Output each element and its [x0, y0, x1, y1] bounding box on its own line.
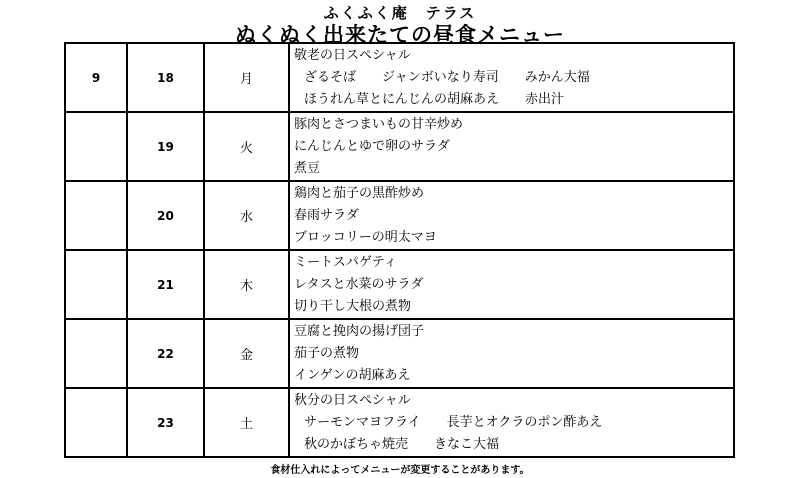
- menu-line: 敬老の日スペシャル: [294, 47, 411, 63]
- menu-cell: [289, 250, 734, 319]
- menu-cell: [289, 388, 734, 457]
- month-cell: [65, 388, 127, 457]
- menu-line: にんじんとゆで卵のサラダ: [294, 138, 450, 154]
- menu-cell: [289, 181, 734, 250]
- menu-row-23: [65, 388, 734, 457]
- weekday-cell: 木: [204, 250, 289, 319]
- day-cell: 23: [127, 388, 204, 457]
- menu-line: 茄子の煮物: [294, 345, 360, 361]
- month-cell: [65, 250, 127, 319]
- weekday-cell: 土: [204, 388, 289, 457]
- menu-cell: [289, 43, 734, 112]
- day-cell: 22: [127, 319, 204, 388]
- weekday-cell: 火: [204, 112, 289, 181]
- month-cell: [65, 181, 127, 250]
- menu-line: 豚肉とさつまいもの甘辛炒め: [294, 116, 464, 132]
- menu-line: 切り干し大根の煮物: [294, 298, 412, 314]
- menu-line: 春雨サラダ: [294, 207, 359, 223]
- month-cell: 9: [65, 43, 127, 112]
- menu-line: ミートスパゲティ: [294, 254, 397, 270]
- menu-row-21: [65, 250, 734, 319]
- footnote: 食材仕入れによってメニューが変更することがあります。: [270, 465, 530, 476]
- menu-cell: [289, 112, 734, 181]
- menu-row-22: [65, 319, 734, 388]
- menu-row-18: [65, 43, 734, 112]
- menu-line: 秋のかぼちゃ焼売 きなこ大福: [304, 436, 500, 452]
- menu-line: 鶏肉と茄子の黒酢炒め: [294, 185, 425, 201]
- day-cell: 19: [127, 112, 204, 181]
- menu-title: ぬくぬく出来たての昼食メニュー: [235, 23, 565, 47]
- menu-line: ざるそば ジャンボいなり寿司 みかん大福: [304, 69, 590, 85]
- menu-line: サーモンマヨフライ 長芋とオクラのポン酢あえ: [304, 414, 603, 430]
- weekday-cell: 金: [204, 319, 289, 388]
- month-cell: [65, 319, 127, 388]
- month-cell: [65, 112, 127, 181]
- shop-name: ふくふく庵 テラス: [323, 4, 477, 22]
- menu-line: レタスと水菜のサラダ: [294, 276, 424, 292]
- menu-line: インゲンの胡麻あえ: [294, 367, 411, 383]
- menu-row-20: [65, 181, 734, 250]
- day-cell: 21: [127, 250, 204, 319]
- weekday-cell: 水: [204, 181, 289, 250]
- menu-table: [64, 42, 735, 458]
- menu-line: ブロッコリーの明太マヨ: [294, 229, 437, 245]
- day-cell: 18: [127, 43, 204, 112]
- menu-line: 豆腐と挽肉の揚げ団子: [294, 323, 425, 339]
- menu-line: ほうれん草とにんじんの胡麻あえ 赤出汁: [304, 91, 565, 107]
- weekday-cell: 月: [204, 43, 289, 112]
- menu-line: 煮豆: [294, 160, 321, 176]
- menu-line: 秋分の日スペシャル: [294, 392, 411, 408]
- day-cell: 20: [127, 181, 204, 250]
- menu-cell: [289, 319, 734, 388]
- menu-row-19: [65, 112, 734, 181]
